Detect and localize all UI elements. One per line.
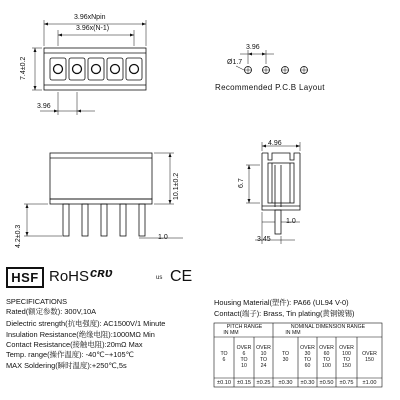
tolerance-value: ±0.30 [300, 380, 315, 386]
tolerance-value: ±0.50 [319, 380, 334, 386]
pitch-range-unit: IN MM [223, 330, 239, 336]
pcb-layout [236, 50, 308, 74]
dim-pitch-bottom: 3.96 [37, 103, 51, 110]
dim-pin-length: 4.2±0.3 [15, 224, 22, 248]
spec-temp-range: Temp. range(操作温度): -40℃~+105℃ [6, 350, 134, 359]
dim-pcb-pitch: 3.96 [246, 44, 260, 51]
hsf-logo: HSF [6, 267, 44, 288]
dim-pitch-n-minus-1: 3.96x(N-1) [76, 25, 110, 32]
tolerance-value: ±0.75 [339, 380, 354, 386]
dim-side-inner: 6.7 [238, 178, 245, 188]
pcb-layout-label: Recommended P.C.B Layout [215, 83, 325, 92]
contact-material: Contact(端子): Brass, Tin plating(黄铜镀锡) [214, 309, 355, 318]
ce-logo: CE [170, 268, 193, 285]
nominal-range-unit: IN MM [285, 330, 301, 336]
tolerance-column-header: TO 30 [281, 351, 290, 363]
specifications-heading: SPECIFICATIONS [6, 297, 68, 306]
tolerance-column-header: OVER 6 TO 10 [236, 345, 252, 369]
tolerance-value: ±0.10 [217, 380, 231, 386]
tolerance-column-header: OVER 10 TO 24 [256, 345, 271, 369]
spec-insulation: Insulation Resistance(绝缘电阻):1000MΩ Min [6, 330, 155, 339]
rohs-logo: RoHS [49, 268, 90, 285]
spec-soldering: MAX Soldering(瞬时温度):+250℃,5s [6, 361, 127, 370]
tolerance-value: ±0.25 [256, 380, 271, 386]
tolerance-column-header: OVER 30 TO 60 [300, 345, 315, 369]
connector-top-view [44, 48, 146, 90]
pitch-range-title: PITCH RANGE [226, 324, 263, 330]
tolerance-value: ±0.30 [278, 380, 293, 386]
dim-pin-width: 1.0 [158, 234, 168, 241]
ul-recognized-logo: cʀʋ [90, 265, 113, 280]
ul-us-mark: us [156, 275, 163, 281]
dim-hole-diameter: Ø1.7 [227, 59, 243, 66]
tolerance-value: ±0.15 [237, 380, 251, 386]
tolerance-column-header: OVER 100 TO 150 [339, 345, 354, 369]
dim-side-bottom: 3.45 [257, 236, 271, 243]
spec-dielectric: Dielectric strength(抗电强度): AC1500V/1 Minute [6, 319, 166, 328]
tolerance-column-header: TO 6 [220, 351, 228, 363]
dim-side-pin: 1.0 [286, 218, 296, 225]
nominal-range-title: NOMINAL DIMENSION RANGE [290, 324, 366, 330]
dim-height-left: 7.4±0.2 [20, 56, 27, 80]
spec-rated: Rated(额定参数): 300V,10A [6, 307, 97, 316]
dim-pitch-total: 3.96xNpin [74, 14, 106, 21]
spec-contact-resistance: Contact Resistance(接触电阻):20mΩ Max [6, 340, 143, 349]
connector-front-view [50, 153, 152, 236]
dim-side-width: 4.96 [268, 140, 282, 147]
housing-material: Housing Material(塑件): PA66 (UL94 V-0) [214, 298, 349, 307]
tolerance-column-header: OVER 150 [362, 351, 377, 363]
tolerance-value: ±1.00 [362, 380, 377, 386]
tolerance-column-header: OVER 60 TO 100 [319, 345, 334, 369]
dim-height-front: 10.1±0.2 [173, 172, 180, 200]
